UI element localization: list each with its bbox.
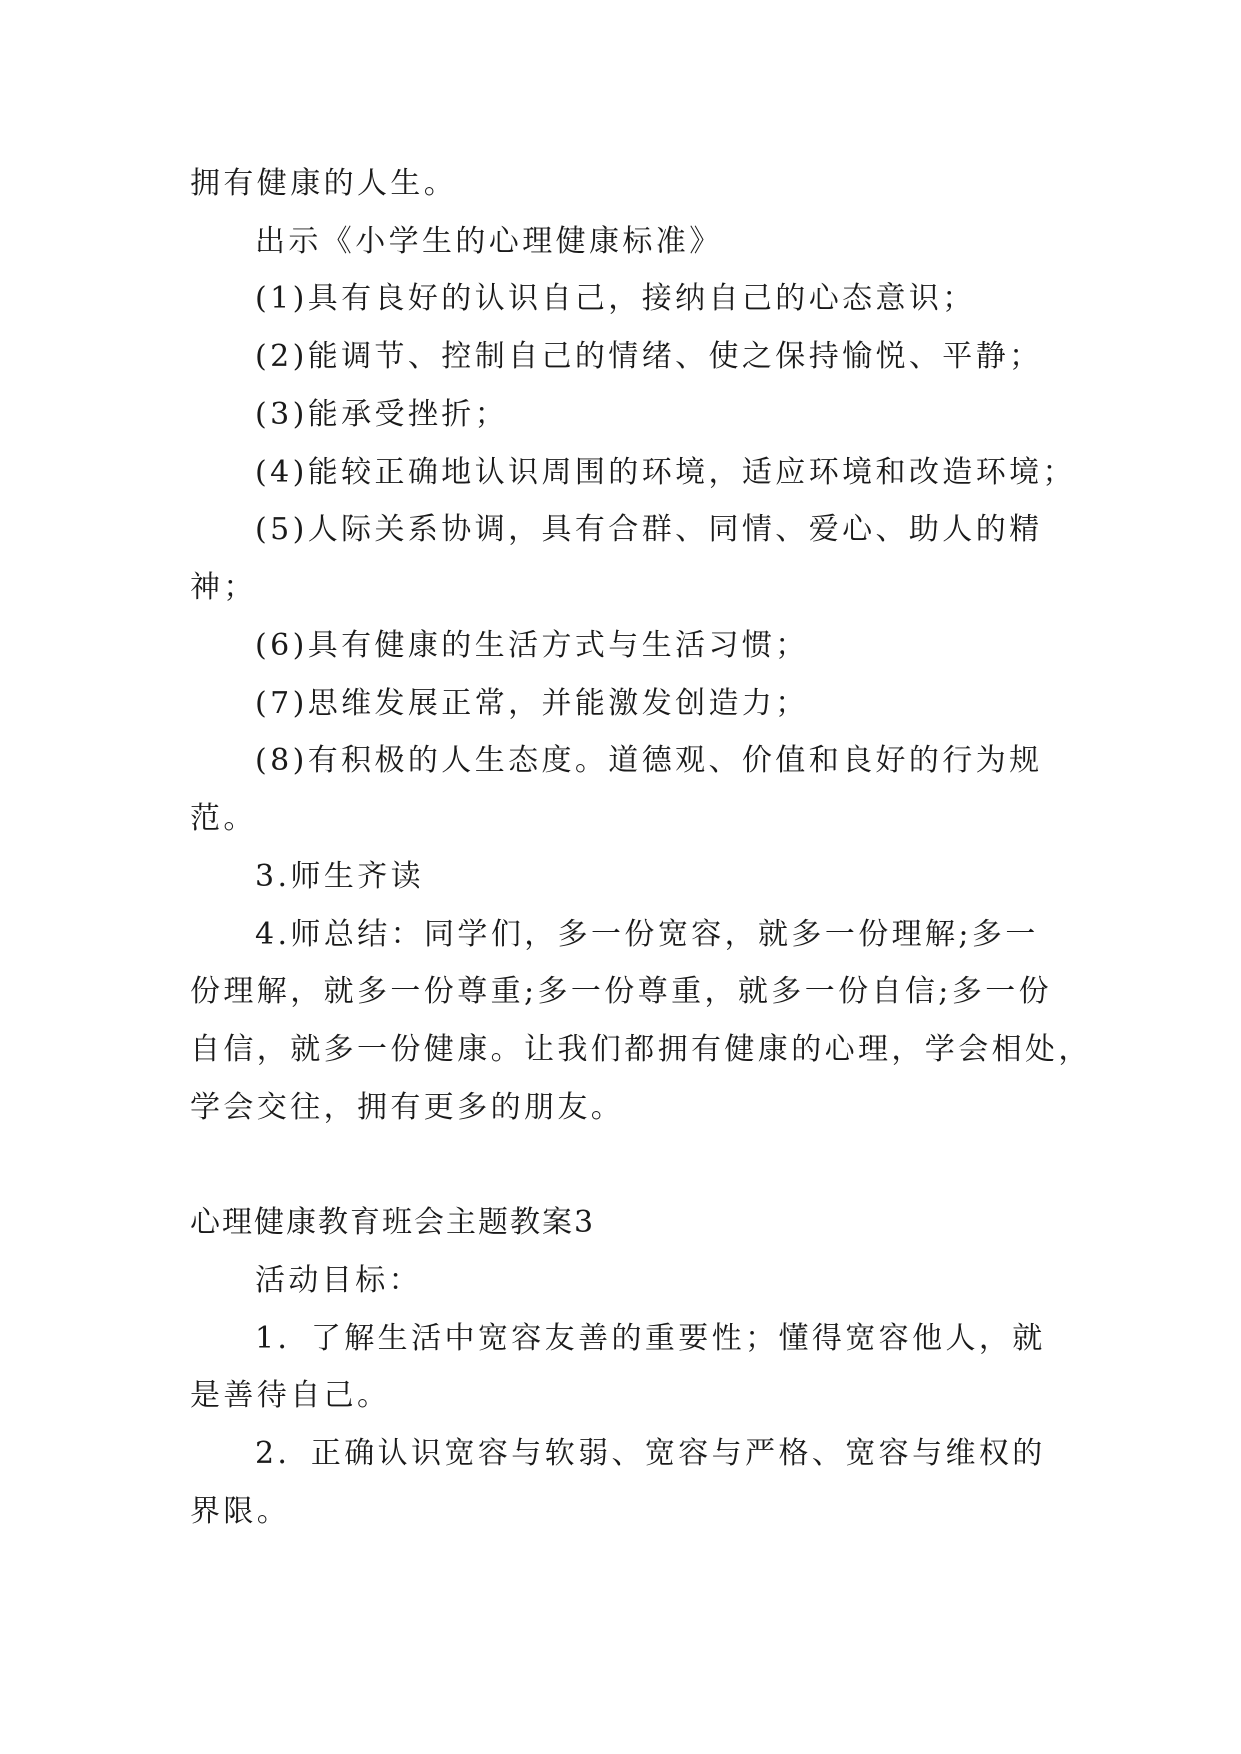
list-item-continuation: 范。 bbox=[190, 801, 257, 836]
paragraph-line: 自信，就多一份健康。让我们都拥有健康的心理，学会相处， bbox=[190, 1032, 1092, 1067]
section-heading: 心理健康教育班会主题教案3 bbox=[190, 1205, 596, 1240]
list-item: (5)人际关系协调，具有合群、同情、爱心、助人的精 bbox=[255, 512, 1043, 547]
list-item: 2．正确认识宽容与软弱、宽容与严格、宽容与维权的 bbox=[255, 1436, 1046, 1471]
list-item: (7)思维发展正常，并能激发创造力； bbox=[255, 686, 809, 721]
paragraph-line: 4.师总结：同学们，多一份宽容，就多一份理解;多一 bbox=[255, 917, 1039, 952]
list-item-continuation: 界限。 bbox=[190, 1494, 291, 1529]
paragraph-line: 3.师生齐读 bbox=[255, 859, 425, 894]
list-item-continuation: 神； bbox=[190, 570, 257, 605]
list-item: (4)能较正确地认识周围的环境，适应环境和改造环境； bbox=[255, 455, 1076, 490]
paragraph-line: 拥有健康的人生。 bbox=[190, 166, 458, 201]
paragraph-line: 活动目标： bbox=[255, 1263, 422, 1298]
list-item: (8)有积极的人生态度。道德观、价值和良好的行为规 bbox=[255, 743, 1043, 778]
paragraph-line: 学会交往，拥有更多的朋友。 bbox=[190, 1090, 625, 1125]
paragraph-line: 出示《小学生的心理健康标准》 bbox=[255, 224, 723, 259]
list-item: (1)具有良好的认识自己，接纳自己的心态意识； bbox=[255, 281, 976, 316]
list-item: (2)能调节、控制自己的情绪、使之保持愉悦、平静； bbox=[255, 339, 1043, 374]
list-item: (3)能承受挫折； bbox=[255, 397, 509, 432]
list-item-continuation: 是善待自己。 bbox=[190, 1378, 391, 1413]
list-item: 1．了解生活中宽容友善的重要性；懂得宽容他人，就 bbox=[255, 1321, 1046, 1356]
list-item: (6)具有健康的生活方式与生活习惯； bbox=[255, 628, 809, 663]
paragraph-line: 份理解，就多一份尊重;多一份尊重，就多一份自信;多一份 bbox=[190, 974, 1053, 1009]
